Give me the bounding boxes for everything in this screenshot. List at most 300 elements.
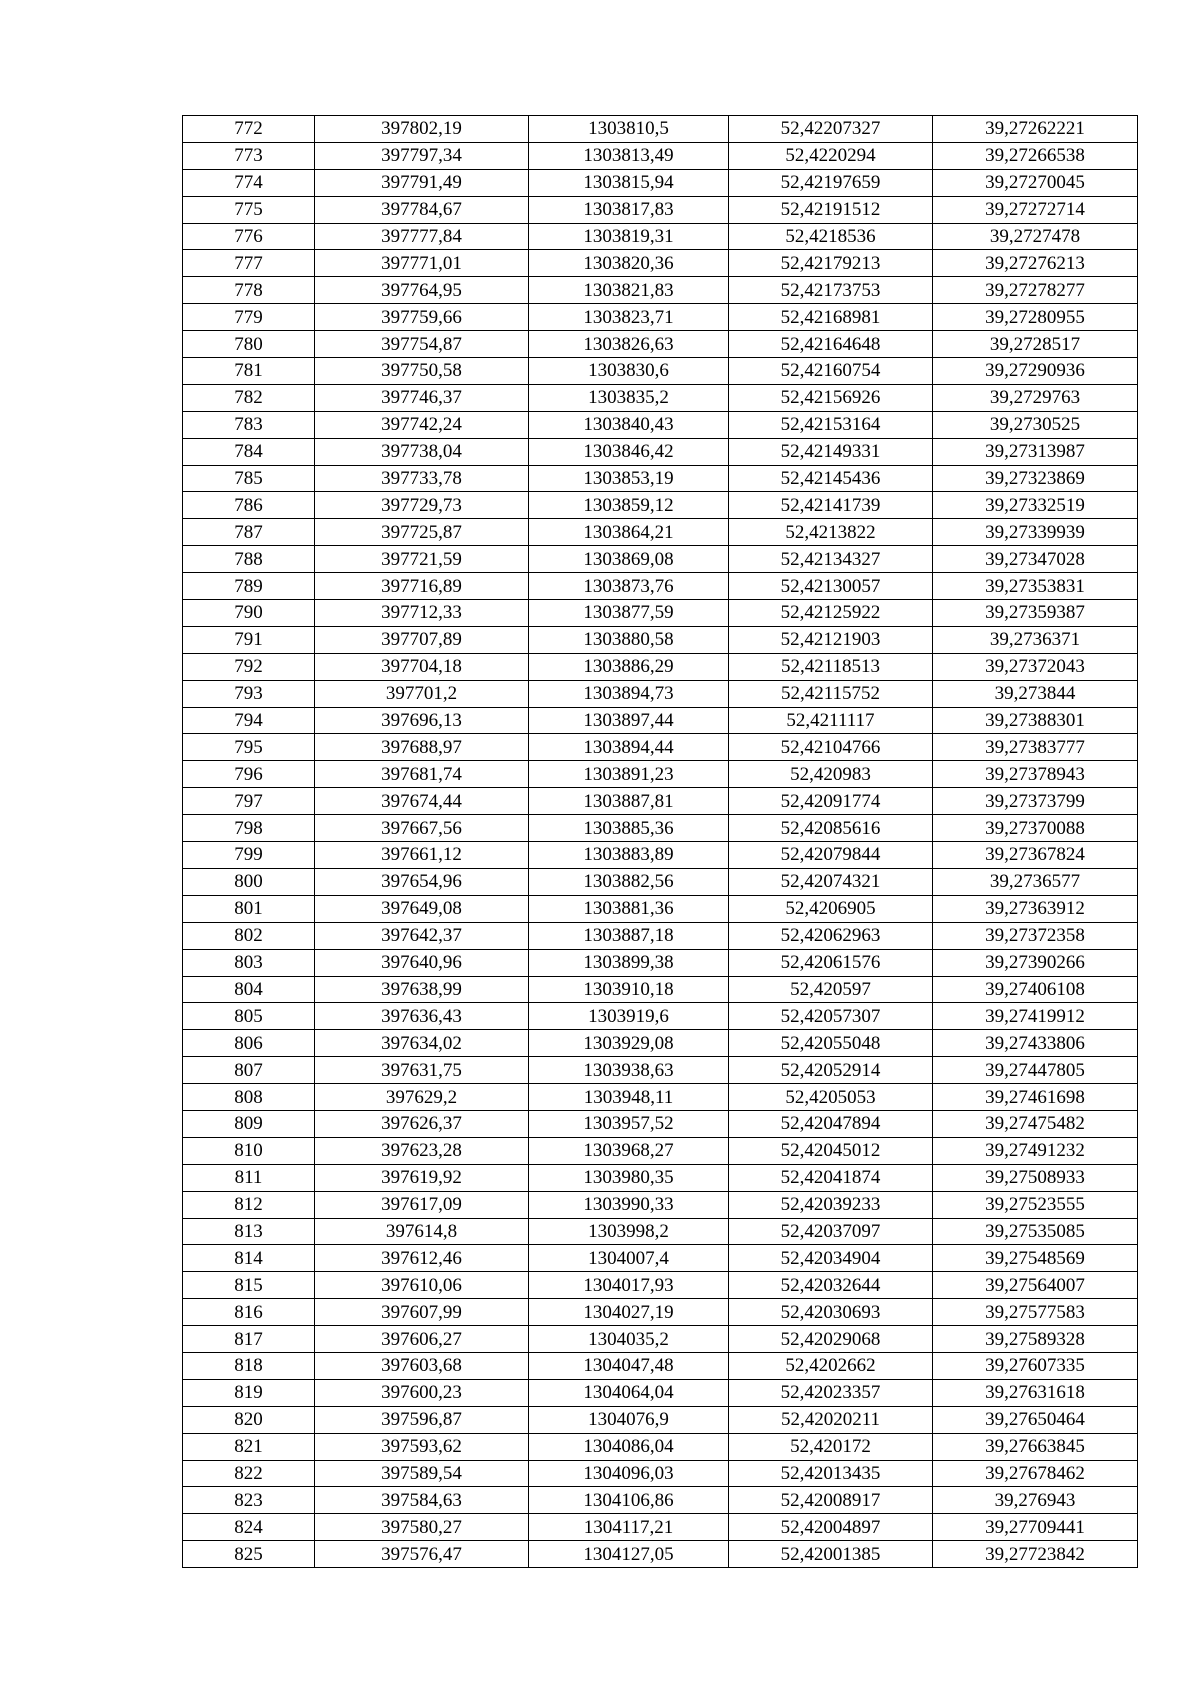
latitude-cell: 52,42001385 [729, 1541, 933, 1568]
x-coordinate-cell: 397729,73 [315, 492, 529, 519]
table-row [183, 223, 1138, 250]
longitude-cell: 39,27278277 [933, 277, 1138, 304]
latitude-cell: 52,420597 [729, 976, 933, 1003]
x-coordinate-cell: 397696,13 [315, 707, 529, 734]
y-coordinate-cell: 1304086,04 [529, 1433, 729, 1460]
longitude-cell: 39,27280955 [933, 304, 1138, 331]
point-number-cell: 801 [183, 895, 315, 922]
y-coordinate-cell: 1303929,08 [529, 1030, 729, 1057]
table-row [183, 142, 1138, 169]
y-coordinate-cell: 1303894,73 [529, 680, 729, 707]
x-coordinate-cell: 397764,95 [315, 277, 529, 304]
table-row [183, 169, 1138, 196]
point-number-cell: 779 [183, 304, 315, 331]
latitude-cell: 52,42168981 [729, 304, 933, 331]
point-number-cell: 806 [183, 1030, 315, 1057]
table-row [183, 1057, 1138, 1084]
point-number-cell: 792 [183, 653, 315, 680]
point-number-cell: 807 [183, 1057, 315, 1084]
y-coordinate-cell: 1304096,03 [529, 1460, 729, 1487]
latitude-cell: 52,42164648 [729, 331, 933, 358]
latitude-cell: 52,42047894 [729, 1110, 933, 1137]
point-number-cell: 798 [183, 815, 315, 842]
point-number-cell: 824 [183, 1514, 315, 1541]
x-coordinate-cell: 397674,44 [315, 788, 529, 815]
table-row [183, 573, 1138, 600]
point-number-cell: 825 [183, 1541, 315, 1568]
latitude-cell: 52,42057307 [729, 1003, 933, 1030]
longitude-cell: 39,27390266 [933, 949, 1138, 976]
table-row [183, 250, 1138, 277]
longitude-cell: 39,27447805 [933, 1057, 1138, 1084]
longitude-cell: 39,27631618 [933, 1379, 1138, 1406]
y-coordinate-cell: 1303873,76 [529, 573, 729, 600]
latitude-cell: 52,42085616 [729, 815, 933, 842]
point-number-cell: 802 [183, 922, 315, 949]
y-coordinate-cell: 1303968,27 [529, 1137, 729, 1164]
latitude-cell: 52,42207327 [729, 116, 933, 143]
table-row [183, 922, 1138, 949]
table-row [183, 1299, 1138, 1326]
longitude-cell: 39,2729763 [933, 384, 1138, 411]
point-number-cell: 780 [183, 331, 315, 358]
x-coordinate-cell: 397600,23 [315, 1379, 529, 1406]
table-row [183, 1245, 1138, 1272]
longitude-cell: 39,27723842 [933, 1541, 1138, 1568]
longitude-cell: 39,27678462 [933, 1460, 1138, 1487]
y-coordinate-cell: 1303980,35 [529, 1164, 729, 1191]
y-coordinate-cell: 1304117,21 [529, 1514, 729, 1541]
point-number-cell: 811 [183, 1164, 315, 1191]
longitude-cell: 39,2727478 [933, 223, 1138, 250]
table-row [183, 331, 1138, 358]
x-coordinate-cell: 397791,49 [315, 169, 529, 196]
x-coordinate-cell: 397661,12 [315, 842, 529, 869]
longitude-cell: 39,27262221 [933, 116, 1138, 143]
x-coordinate-cell: 397725,87 [315, 519, 529, 546]
latitude-cell: 52,42041874 [729, 1164, 933, 1191]
point-number-cell: 785 [183, 465, 315, 492]
y-coordinate-cell: 1303948,11 [529, 1084, 729, 1111]
x-coordinate-cell: 397610,06 [315, 1272, 529, 1299]
y-coordinate-cell: 1304017,93 [529, 1272, 729, 1299]
x-coordinate-cell: 397654,96 [315, 868, 529, 895]
y-coordinate-cell: 1303899,38 [529, 949, 729, 976]
x-coordinate-cell: 397584,63 [315, 1487, 529, 1514]
point-number-cell: 819 [183, 1379, 315, 1406]
y-coordinate-cell: 1303880,58 [529, 626, 729, 653]
longitude-cell: 39,27378943 [933, 761, 1138, 788]
x-coordinate-cell: 397784,67 [315, 196, 529, 223]
table-row [183, 465, 1138, 492]
y-coordinate-cell: 1304047,48 [529, 1352, 729, 1379]
table-row [183, 1487, 1138, 1514]
latitude-cell: 52,42121903 [729, 626, 933, 653]
y-coordinate-cell: 1303886,29 [529, 653, 729, 680]
point-number-cell: 789 [183, 573, 315, 600]
x-coordinate-cell: 397777,84 [315, 223, 529, 250]
latitude-cell: 52,42173753 [729, 277, 933, 304]
latitude-cell: 52,42062963 [729, 922, 933, 949]
latitude-cell: 52,42061576 [729, 949, 933, 976]
table-row [183, 734, 1138, 761]
longitude-cell: 39,276943 [933, 1487, 1138, 1514]
point-number-cell: 821 [183, 1433, 315, 1460]
x-coordinate-cell: 397614,8 [315, 1218, 529, 1245]
longitude-cell: 39,27564007 [933, 1272, 1138, 1299]
x-coordinate-cell: 397797,34 [315, 142, 529, 169]
y-coordinate-cell: 1304027,19 [529, 1299, 729, 1326]
longitude-cell: 39,27548569 [933, 1245, 1138, 1272]
longitude-cell: 39,27475482 [933, 1110, 1138, 1137]
y-coordinate-cell: 1303894,44 [529, 734, 729, 761]
table-row [183, 600, 1138, 627]
x-coordinate-cell: 397733,78 [315, 465, 529, 492]
y-coordinate-cell: 1303885,36 [529, 815, 729, 842]
point-number-cell: 784 [183, 438, 315, 465]
table-row [183, 1030, 1138, 1057]
y-coordinate-cell: 1303840,43 [529, 411, 729, 438]
latitude-cell: 52,42153164 [729, 411, 933, 438]
latitude-cell: 52,42115752 [729, 680, 933, 707]
longitude-cell: 39,27589328 [933, 1326, 1138, 1353]
latitude-cell: 52,420983 [729, 761, 933, 788]
longitude-cell: 39,27433806 [933, 1030, 1138, 1057]
table-row [183, 1137, 1138, 1164]
table-row [183, 438, 1138, 465]
longitude-cell: 39,27367824 [933, 842, 1138, 869]
x-coordinate-cell: 397704,18 [315, 653, 529, 680]
point-number-cell: 788 [183, 546, 315, 573]
y-coordinate-cell: 1303990,33 [529, 1191, 729, 1218]
latitude-cell: 52,42029068 [729, 1326, 933, 1353]
latitude-cell: 52,42004897 [729, 1514, 933, 1541]
latitude-cell: 52,42023357 [729, 1379, 933, 1406]
table-row [183, 116, 1138, 143]
point-number-cell: 823 [183, 1487, 315, 1514]
x-coordinate-cell: 397716,89 [315, 573, 529, 600]
latitude-cell: 52,42134327 [729, 546, 933, 573]
latitude-cell: 52,42179213 [729, 250, 933, 277]
point-number-cell: 817 [183, 1326, 315, 1353]
longitude-cell: 39,27266538 [933, 142, 1138, 169]
point-number-cell: 778 [183, 277, 315, 304]
point-number-cell: 818 [183, 1352, 315, 1379]
point-number-cell: 808 [183, 1084, 315, 1111]
latitude-cell: 52,420172 [729, 1433, 933, 1460]
x-coordinate-cell: 397681,74 [315, 761, 529, 788]
x-coordinate-cell: 397617,09 [315, 1191, 529, 1218]
y-coordinate-cell: 1303810,5 [529, 116, 729, 143]
table-row [183, 1326, 1138, 1353]
table-row [183, 626, 1138, 653]
y-coordinate-cell: 1303846,42 [529, 438, 729, 465]
longitude-cell: 39,27363912 [933, 895, 1138, 922]
latitude-cell: 52,42055048 [729, 1030, 933, 1057]
y-coordinate-cell: 1303869,08 [529, 546, 729, 573]
table-row [183, 1460, 1138, 1487]
y-coordinate-cell: 1303826,63 [529, 331, 729, 358]
point-number-cell: 810 [183, 1137, 315, 1164]
latitude-cell: 52,42141739 [729, 492, 933, 519]
point-number-cell: 773 [183, 142, 315, 169]
longitude-cell: 39,27353831 [933, 573, 1138, 600]
x-coordinate-cell: 397603,68 [315, 1352, 529, 1379]
x-coordinate-cell: 397612,46 [315, 1245, 529, 1272]
y-coordinate-cell: 1303817,83 [529, 196, 729, 223]
y-coordinate-cell: 1303957,52 [529, 1110, 729, 1137]
longitude-cell: 39,27523555 [933, 1191, 1138, 1218]
table-row [183, 895, 1138, 922]
longitude-cell: 39,273844 [933, 680, 1138, 707]
table-row [183, 1272, 1138, 1299]
y-coordinate-cell: 1304076,9 [529, 1406, 729, 1433]
latitude-cell: 52,42197659 [729, 169, 933, 196]
longitude-cell: 39,27339939 [933, 519, 1138, 546]
y-coordinate-cell: 1304127,05 [529, 1541, 729, 1568]
table-row [183, 1003, 1138, 1030]
coordinates-table-container [182, 115, 1138, 1568]
longitude-cell: 39,27577583 [933, 1299, 1138, 1326]
point-number-cell: 777 [183, 250, 315, 277]
x-coordinate-cell: 397701,2 [315, 680, 529, 707]
point-number-cell: 794 [183, 707, 315, 734]
latitude-cell: 52,42125922 [729, 600, 933, 627]
point-number-cell: 815 [183, 1272, 315, 1299]
latitude-cell: 52,42020211 [729, 1406, 933, 1433]
y-coordinate-cell: 1303853,19 [529, 465, 729, 492]
y-coordinate-cell: 1303938,63 [529, 1057, 729, 1084]
table-row [183, 1191, 1138, 1218]
x-coordinate-cell: 397688,97 [315, 734, 529, 761]
x-coordinate-cell: 397606,27 [315, 1326, 529, 1353]
y-coordinate-cell: 1303919,6 [529, 1003, 729, 1030]
x-coordinate-cell: 397649,08 [315, 895, 529, 922]
table-row [183, 842, 1138, 869]
point-number-cell: 797 [183, 788, 315, 815]
x-coordinate-cell: 397596,87 [315, 1406, 529, 1433]
x-coordinate-cell: 397623,28 [315, 1137, 529, 1164]
latitude-cell: 52,42118513 [729, 653, 933, 680]
y-coordinate-cell: 1303859,12 [529, 492, 729, 519]
point-number-cell: 791 [183, 626, 315, 653]
table-row [183, 384, 1138, 411]
point-number-cell: 803 [183, 949, 315, 976]
table-row [183, 411, 1138, 438]
latitude-cell: 52,4220294 [729, 142, 933, 169]
table-row [183, 1164, 1138, 1191]
longitude-cell: 39,27290936 [933, 358, 1138, 385]
y-coordinate-cell: 1303830,6 [529, 358, 729, 385]
latitude-cell: 52,42191512 [729, 196, 933, 223]
longitude-cell: 39,2728517 [933, 331, 1138, 358]
x-coordinate-cell: 397759,66 [315, 304, 529, 331]
x-coordinate-cell: 397631,75 [315, 1057, 529, 1084]
latitude-cell: 52,42091774 [729, 788, 933, 815]
x-coordinate-cell: 397629,2 [315, 1084, 529, 1111]
y-coordinate-cell: 1303897,44 [529, 707, 729, 734]
table-row [183, 1110, 1138, 1137]
y-coordinate-cell: 1303891,23 [529, 761, 729, 788]
x-coordinate-cell: 397712,33 [315, 600, 529, 627]
latitude-cell: 52,42045012 [729, 1137, 933, 1164]
latitude-cell: 52,42034904 [729, 1245, 933, 1272]
latitude-cell: 52,42130057 [729, 573, 933, 600]
longitude-cell: 39,27607335 [933, 1352, 1138, 1379]
longitude-cell: 39,27650464 [933, 1406, 1138, 1433]
table-row [183, 949, 1138, 976]
x-coordinate-cell: 397771,01 [315, 250, 529, 277]
point-number-cell: 814 [183, 1245, 315, 1272]
longitude-cell: 39,27383777 [933, 734, 1138, 761]
y-coordinate-cell: 1303882,56 [529, 868, 729, 895]
longitude-cell: 39,27491232 [933, 1137, 1138, 1164]
x-coordinate-cell: 397802,19 [315, 116, 529, 143]
table-row [183, 707, 1138, 734]
y-coordinate-cell: 1303823,71 [529, 304, 729, 331]
table-row [183, 761, 1138, 788]
longitude-cell: 39,27370088 [933, 815, 1138, 842]
longitude-cell: 39,27276213 [933, 250, 1138, 277]
table-row [183, 815, 1138, 842]
table-row [183, 653, 1138, 680]
latitude-cell: 52,42156926 [729, 384, 933, 411]
longitude-cell: 39,27270045 [933, 169, 1138, 196]
latitude-cell: 52,42039233 [729, 1191, 933, 1218]
x-coordinate-cell: 397750,58 [315, 358, 529, 385]
longitude-cell: 39,27323869 [933, 465, 1138, 492]
table-row [183, 358, 1138, 385]
x-coordinate-cell: 397593,62 [315, 1433, 529, 1460]
point-number-cell: 776 [183, 223, 315, 250]
y-coordinate-cell: 1303835,2 [529, 384, 729, 411]
x-coordinate-cell: 397619,92 [315, 1164, 529, 1191]
table-row [183, 868, 1138, 895]
table-row [183, 196, 1138, 223]
table-row [183, 546, 1138, 573]
latitude-cell: 52,4205053 [729, 1084, 933, 1111]
table-row [183, 1406, 1138, 1433]
point-number-cell: 822 [183, 1460, 315, 1487]
latitude-cell: 52,42104766 [729, 734, 933, 761]
point-number-cell: 805 [183, 1003, 315, 1030]
point-number-cell: 809 [183, 1110, 315, 1137]
point-number-cell: 812 [183, 1191, 315, 1218]
y-coordinate-cell: 1303883,89 [529, 842, 729, 869]
longitude-cell: 39,2736577 [933, 868, 1138, 895]
table-row [183, 492, 1138, 519]
y-coordinate-cell: 1304064,04 [529, 1379, 729, 1406]
latitude-cell: 52,42074321 [729, 868, 933, 895]
y-coordinate-cell: 1304007,4 [529, 1245, 729, 1272]
coordinates-table-body [183, 116, 1138, 1568]
point-number-cell: 793 [183, 680, 315, 707]
table-row [183, 1433, 1138, 1460]
latitude-cell: 52,42079844 [729, 842, 933, 869]
y-coordinate-cell: 1303998,2 [529, 1218, 729, 1245]
y-coordinate-cell: 1303864,21 [529, 519, 729, 546]
longitude-cell: 39,27372358 [933, 922, 1138, 949]
point-number-cell: 772 [183, 116, 315, 143]
x-coordinate-cell: 397576,47 [315, 1541, 529, 1568]
longitude-cell: 39,27373799 [933, 788, 1138, 815]
table-row [183, 976, 1138, 1003]
table-row [183, 304, 1138, 331]
latitude-cell: 52,42030693 [729, 1299, 933, 1326]
y-coordinate-cell: 1303887,81 [529, 788, 729, 815]
point-number-cell: 800 [183, 868, 315, 895]
x-coordinate-cell: 397589,54 [315, 1460, 529, 1487]
x-coordinate-cell: 397626,37 [315, 1110, 529, 1137]
longitude-cell: 39,27535085 [933, 1218, 1138, 1245]
point-number-cell: 796 [183, 761, 315, 788]
latitude-cell: 52,42008917 [729, 1487, 933, 1514]
point-number-cell: 782 [183, 384, 315, 411]
x-coordinate-cell: 397642,37 [315, 922, 529, 949]
table-row [183, 519, 1138, 546]
latitude-cell: 52,4218536 [729, 223, 933, 250]
x-coordinate-cell: 397636,43 [315, 1003, 529, 1030]
y-coordinate-cell: 1303819,31 [529, 223, 729, 250]
longitude-cell: 39,27461698 [933, 1084, 1138, 1111]
y-coordinate-cell: 1303881,36 [529, 895, 729, 922]
latitude-cell: 52,42032644 [729, 1272, 933, 1299]
point-number-cell: 787 [183, 519, 315, 546]
table-row [183, 1541, 1138, 1568]
x-coordinate-cell: 397634,02 [315, 1030, 529, 1057]
point-number-cell: 804 [183, 976, 315, 1003]
x-coordinate-cell: 397667,56 [315, 815, 529, 842]
longitude-cell: 39,27419912 [933, 1003, 1138, 1030]
x-coordinate-cell: 397738,04 [315, 438, 529, 465]
latitude-cell: 52,42149331 [729, 438, 933, 465]
longitude-cell: 39,27709441 [933, 1514, 1138, 1541]
longitude-cell: 39,27406108 [933, 976, 1138, 1003]
table-row [183, 788, 1138, 815]
y-coordinate-cell: 1304035,2 [529, 1326, 729, 1353]
point-number-cell: 813 [183, 1218, 315, 1245]
table-row [183, 1379, 1138, 1406]
longitude-cell: 39,27663845 [933, 1433, 1138, 1460]
longitude-cell: 39,2730525 [933, 411, 1138, 438]
latitude-cell: 52,42052914 [729, 1057, 933, 1084]
longitude-cell: 39,27359387 [933, 600, 1138, 627]
table-row [183, 1352, 1138, 1379]
x-coordinate-cell: 397580,27 [315, 1514, 529, 1541]
latitude-cell: 52,42160754 [729, 358, 933, 385]
x-coordinate-cell: 397640,96 [315, 949, 529, 976]
y-coordinate-cell: 1303877,59 [529, 600, 729, 627]
y-coordinate-cell: 1303887,18 [529, 922, 729, 949]
x-coordinate-cell: 397638,99 [315, 976, 529, 1003]
latitude-cell: 52,4211117 [729, 707, 933, 734]
x-coordinate-cell: 397707,89 [315, 626, 529, 653]
point-number-cell: 790 [183, 600, 315, 627]
longitude-cell: 39,27272714 [933, 196, 1138, 223]
longitude-cell: 39,2736371 [933, 626, 1138, 653]
x-coordinate-cell: 397742,24 [315, 411, 529, 438]
table-row [183, 277, 1138, 304]
longitude-cell: 39,27313987 [933, 438, 1138, 465]
point-number-cell: 781 [183, 358, 315, 385]
latitude-cell: 52,4213822 [729, 519, 933, 546]
table-row [183, 1218, 1138, 1245]
y-coordinate-cell: 1303821,83 [529, 277, 729, 304]
x-coordinate-cell: 397607,99 [315, 1299, 529, 1326]
table-row [183, 680, 1138, 707]
y-coordinate-cell: 1303815,94 [529, 169, 729, 196]
latitude-cell: 52,42013435 [729, 1460, 933, 1487]
